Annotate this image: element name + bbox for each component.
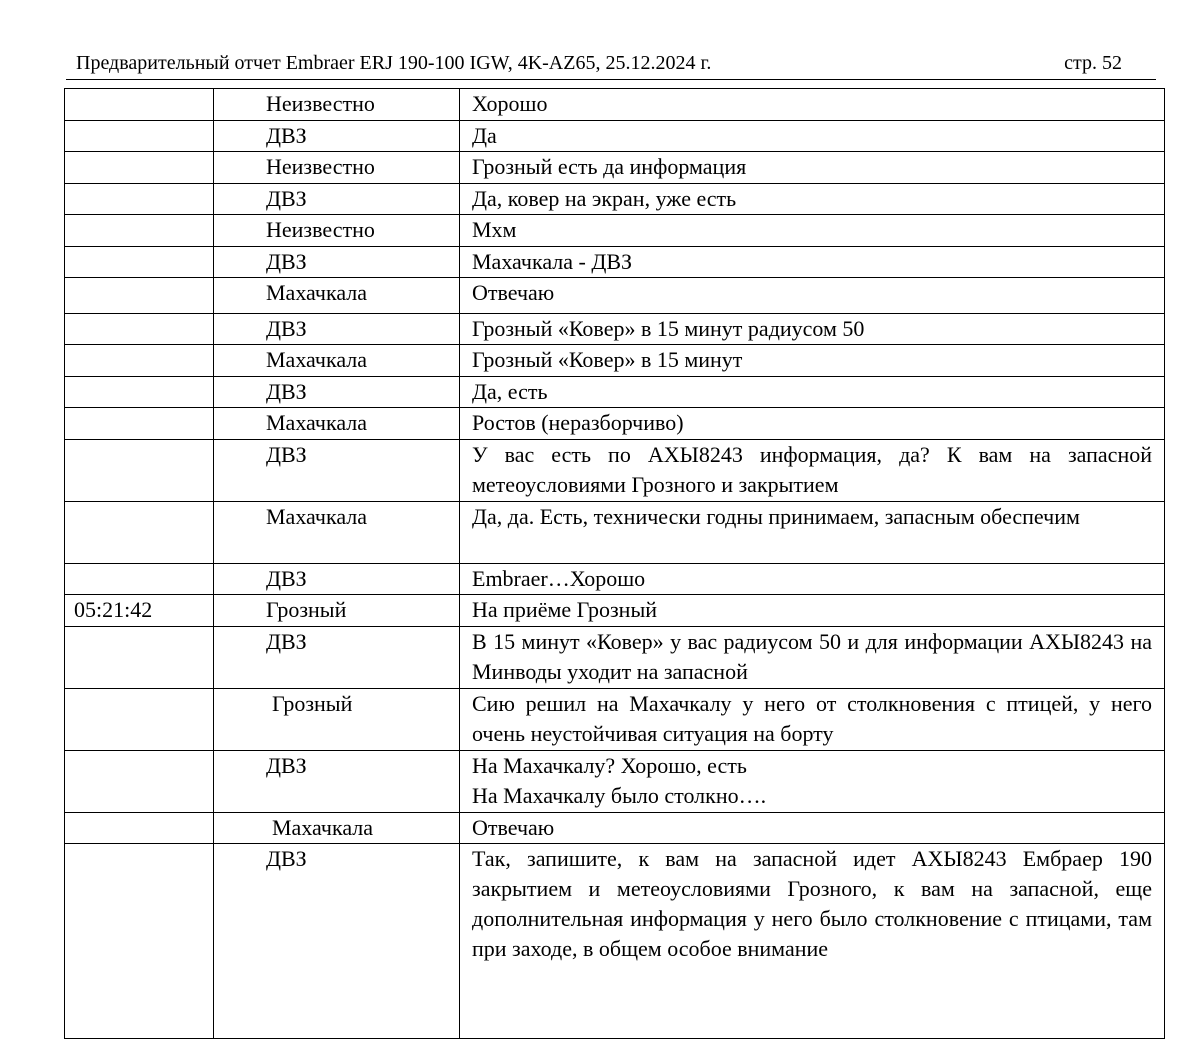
transcript-row: [65, 215, 1165, 247]
time-cell: [65, 278, 214, 314]
speaker-cell: ДВЗ: [214, 120, 460, 152]
message-line: Да, да. Есть, технически годны принимаем, запасным обеспечим: [472, 503, 1080, 529]
transcript-row: [65, 501, 1165, 563]
message-cell: [460, 844, 1165, 1039]
time-cell: [65, 439, 214, 501]
time-cell: [65, 376, 214, 408]
transcript-table: [64, 88, 1165, 1039]
message-line: На приёме Грозный: [472, 597, 658, 623]
speaker-cell: Махачкала: [214, 345, 460, 377]
time-cell: [65, 812, 214, 844]
message-line: Embraer…Хорошо: [472, 565, 646, 591]
time-cell: [65, 246, 214, 278]
message-cell: [460, 278, 1165, 314]
time-cell: [65, 501, 214, 563]
message-line: Отвечаю: [472, 280, 555, 306]
message-line: Грозный есть да информация: [472, 154, 747, 180]
message-line: У вас есть по АХЫ8243 информация, да? К вам на запасной метеоусловиями Грозного и закрытием: [472, 441, 1152, 497]
message-cell: [460, 246, 1165, 278]
speaker-cell: ДВЗ: [214, 844, 460, 1039]
speaker-cell: ДВЗ: [214, 750, 460, 812]
transcript-row: [65, 345, 1165, 377]
message-line: Сию решил на Махачкалу у него от столкновения с птицей, у него очень неустойчивая ситуация на борту: [472, 690, 1152, 746]
message-line: Так, запишите, к вам на запасной идет АХЫ8243 Ембраер 190 закрытием и метеоусловиями Грозного, к вам на запасной, еще дополнительная информация у него было столкновение с птицами, там при заходе, в общем особое внимание: [472, 846, 1152, 962]
header-rule: [66, 79, 1156, 80]
transcript-row: [65, 750, 1165, 812]
time-cell: [65, 313, 214, 345]
message-cell: [460, 688, 1165, 750]
transcript-row: [65, 439, 1165, 501]
time-cell: [65, 408, 214, 440]
speaker-cell: Махачкала: [214, 408, 460, 440]
transcript-row: [65, 183, 1165, 215]
speaker-cell: Махачкала: [214, 812, 460, 844]
time-cell: [65, 626, 214, 688]
message-cell: [460, 501, 1165, 563]
time-cell: [65, 688, 214, 750]
message-cell: [460, 89, 1165, 121]
speaker-cell: Грозный: [214, 688, 460, 750]
message-cell: [460, 152, 1165, 184]
message-cell: [460, 408, 1165, 440]
message-cell: [460, 345, 1165, 377]
speaker-cell: ДВЗ: [214, 563, 460, 595]
speaker-cell: ДВЗ: [214, 439, 460, 501]
transcript-row: [65, 89, 1165, 121]
message-cell: [460, 183, 1165, 215]
transcript-row: [65, 408, 1165, 440]
message-cell: [460, 595, 1165, 627]
time-cell: [65, 215, 214, 247]
transcript-body: [65, 89, 1165, 1039]
message-line: Да: [472, 122, 497, 148]
time-cell: 05:21:42: [65, 595, 214, 627]
message-cell: [460, 215, 1165, 247]
message-cell: [460, 812, 1165, 844]
speaker-cell: Неизвестно: [214, 215, 460, 247]
message-line: Махачкала - ДВЗ: [472, 248, 633, 274]
message-line: В 15 минут «Ковер» у вас радиусом 50 и для информации АХЫ8243 на Минводы уходит на запасной: [472, 628, 1152, 684]
transcript-row: [65, 376, 1165, 408]
transcript-row: [65, 278, 1165, 314]
transcript-row: [65, 812, 1165, 844]
message-line: На Махачкалу было столкно….: [472, 782, 767, 808]
message-line: Мхм: [472, 217, 517, 243]
transcript-row: [65, 844, 1165, 1039]
message-line: Хорошо: [472, 91, 548, 116]
message-cell: [460, 563, 1165, 595]
transcript-row: [65, 246, 1165, 278]
time-cell: [65, 750, 214, 812]
speaker-cell: ДВЗ: [214, 183, 460, 215]
time-cell: [65, 89, 214, 121]
transcript-row: [65, 688, 1165, 750]
speaker-cell: Грозный: [214, 595, 460, 627]
message-line: Грозный «Ковер» в 15 минут радиусом 50: [472, 315, 865, 341]
message-line: Отвечаю: [472, 814, 555, 840]
transcript-row: [65, 626, 1165, 688]
message-cell: [460, 376, 1165, 408]
report-title: Предварительный отчет Embraer ERJ 190-100 IGW, 4K-AZ65, 25.12.2024 г.: [76, 52, 712, 74]
speaker-cell: Махачкала: [214, 278, 460, 314]
page-number: стр. 52: [1064, 52, 1122, 74]
speaker-cell: ДВЗ: [214, 313, 460, 345]
speaker-cell: Неизвестно: [214, 152, 460, 184]
speaker-cell: ДВЗ: [214, 626, 460, 688]
transcript-row: [65, 120, 1165, 152]
message-line: На Махачкалу? Хорошо, есть: [472, 752, 747, 778]
transcript-row: [65, 563, 1165, 595]
transcript-row: [65, 313, 1165, 345]
transcript-row: [65, 595, 1165, 627]
speaker-cell: Махачкала: [214, 501, 460, 563]
time-cell: [65, 152, 214, 184]
message-line: Ростов (неразборчиво): [472, 410, 684, 436]
time-cell: [65, 563, 214, 595]
message-cell: [460, 750, 1165, 812]
message-line: Да, ковер на экран, уже есть: [472, 185, 737, 211]
message-line: Да, есть: [472, 378, 548, 404]
page-header: [76, 49, 1122, 79]
transcript-row: [65, 152, 1165, 184]
message-cell: [460, 120, 1165, 152]
time-cell: [65, 120, 214, 152]
time-cell: [65, 183, 214, 215]
speaker-cell: Неизвестно: [214, 89, 460, 121]
message-cell: [460, 626, 1165, 688]
speaker-cell: ДВЗ: [214, 376, 460, 408]
speaker-cell: ДВЗ: [214, 246, 460, 278]
message-cell: [460, 313, 1165, 345]
message-cell: [460, 439, 1165, 501]
message-line: Грозный «Ковер» в 15 минут: [472, 347, 743, 373]
time-cell: [65, 345, 214, 377]
time-cell: [65, 844, 214, 1039]
